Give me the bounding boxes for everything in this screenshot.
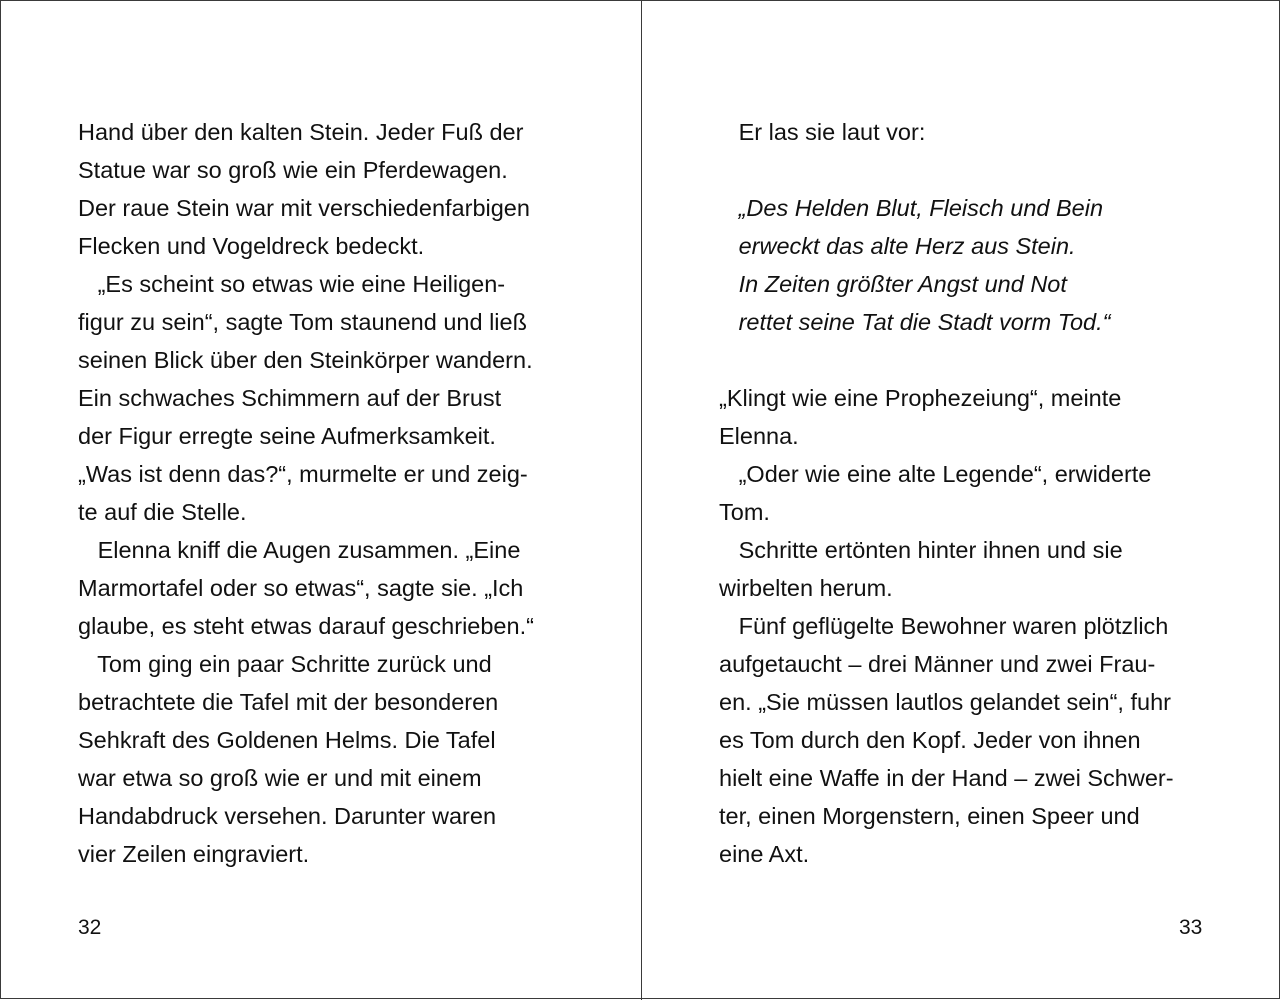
text-line: ter, einen Morgenstern, einen Speer und [719, 803, 1140, 829]
text-line: seinen Blick über den Steinkörper wandern. [78, 347, 533, 373]
text-line: Statue war so groß wie ein Pferdewagen. [78, 157, 508, 183]
text-line: war etwa so groß wie er und mit einem [78, 765, 482, 791]
text-line: glaube, es steht etwas darauf geschrieben.“ [78, 613, 534, 639]
text-line: Marmortafel oder so etwas“, sagte sie. „Ich [78, 575, 524, 601]
page-number-right: 33 [1179, 916, 1203, 939]
text-line: aufgetaucht – drei Männer und zwei Frau- [719, 651, 1156, 677]
text-line: Elenna kniff die Augen zusammen. „Eine [78, 537, 521, 563]
verse-line: „Des Helden Blut, Fleisch und Bein [719, 195, 1104, 221]
text-line: Der raue Stein war mit verschiedenfarbigen [78, 195, 530, 221]
text-line: hielt eine Waffe in der Hand – zwei Schwer- [719, 765, 1174, 791]
text-line: „Oder wie eine alte Legende“, erwiderte [719, 461, 1152, 487]
text-line: Tom ging ein paar Schritte zurück und [78, 651, 492, 677]
right-page [642, 1, 1280, 1000]
text-line: Elenna. [719, 423, 799, 449]
text-line: figur zu sein“, sagte Tom staunend und ließ [78, 309, 527, 335]
spacer [719, 151, 1219, 189]
text-line: Schritte ertönten hinter ihnen und sie [719, 537, 1123, 563]
spacer [719, 341, 1219, 379]
text-line: te auf die Stelle. [78, 499, 247, 525]
verse-line: erweckt das alte Herz aus Stein. [719, 233, 1076, 259]
text-line: vier Zeilen eingraviert. [78, 841, 310, 867]
text-line: wirbelten herum. [719, 575, 893, 601]
text-line: „Was ist denn das?“, murmelte er und zeig- [78, 461, 528, 487]
intro-line: Er las sie laut vor: [719, 119, 926, 145]
left-page-body [78, 113, 578, 873]
text-line: Handabdruck versehen. Darunter waren [78, 803, 497, 829]
text-line: Tom. [719, 499, 770, 525]
text-line: Fünf geflügelte Bewohner waren plötzlich [719, 613, 1169, 639]
left-page [1, 1, 641, 1000]
text-line: Sehkraft des Goldenen Helms. Die Tafel [78, 727, 496, 753]
text-line: Hand über den kalten Stein. Jeder Fuß der [78, 119, 524, 145]
text-line: eine Axt. [719, 841, 810, 867]
text-line: es Tom durch den Kopf. Jeder von ihnen [719, 727, 1141, 753]
text-line: en. „Sie müssen lautlos gelandet sein“, fuhr [719, 689, 1171, 715]
text-line: „Klingt wie eine Prophezeiung“, meinte [719, 385, 1122, 411]
verse-line: In Zeiten größter Angst und Not [719, 271, 1067, 297]
verse-line: rettet seine Tat die Stadt vorm Tod.“ [719, 309, 1111, 335]
right-page-body [719, 113, 1219, 873]
page-number-left: 32 [78, 916, 102, 939]
text-line: Flecken und Vogeldreck bedeckt. [78, 233, 425, 259]
text-line: „Es scheint so etwas wie eine Heiligen- [78, 271, 506, 297]
text-line: Ein schwaches Schimmern auf der Brust [78, 385, 502, 411]
text-line: der Figur erregte seine Aufmerksamkeit. [78, 423, 496, 449]
text-line: betrachtete die Tafel mit der besonderen [78, 689, 499, 715]
